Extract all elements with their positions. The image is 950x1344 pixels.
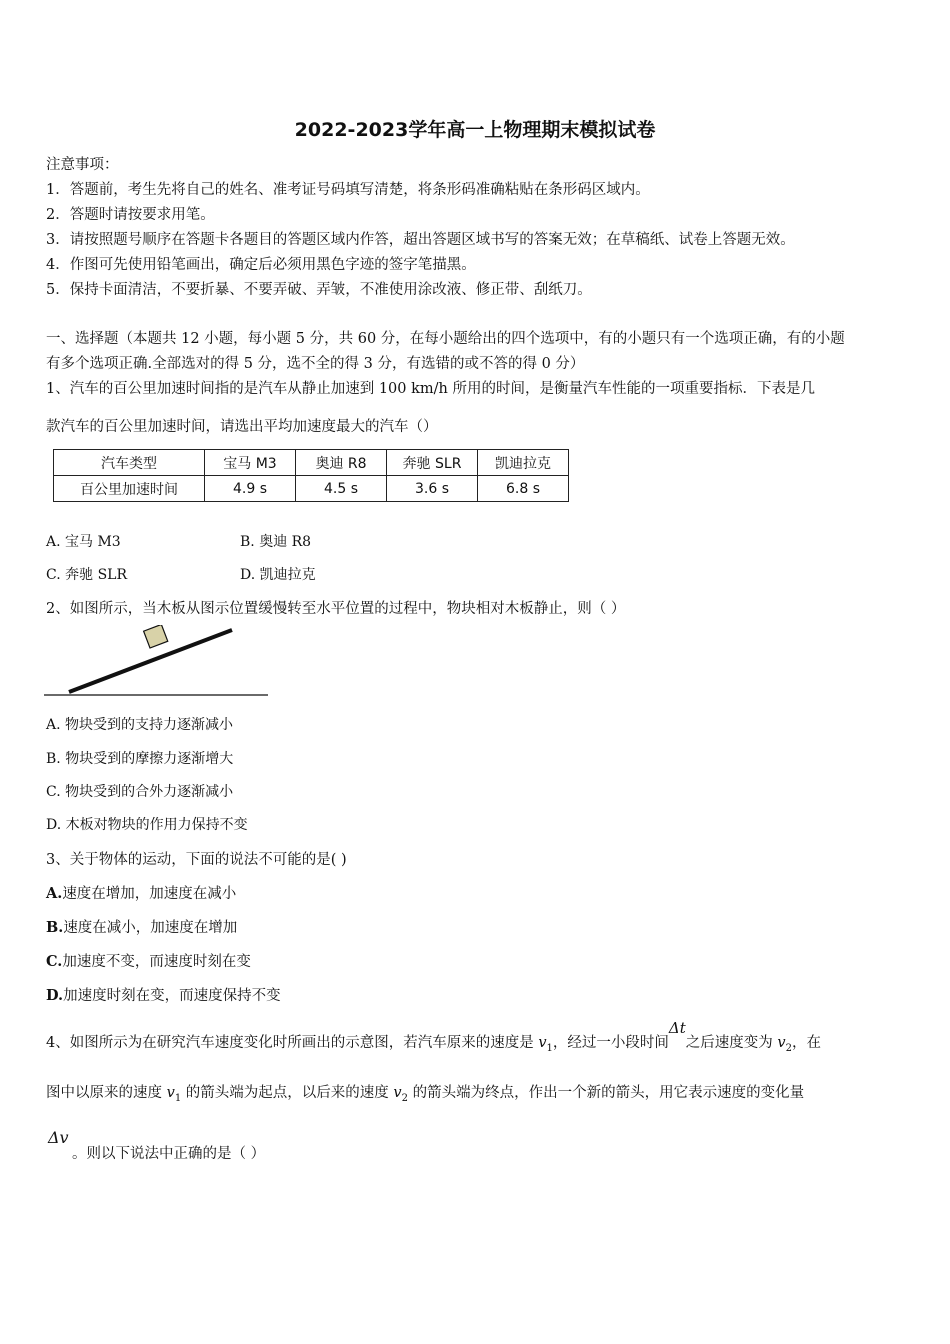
table-cell: 4.9 s [205, 476, 296, 502]
delta-v-symbol: Δv [48, 1128, 69, 1147]
notice-item-2: 2．答题时请按要求用笔。 [46, 207, 215, 223]
q2-option-c: C. 物块受到的合外力逐渐减小 [46, 784, 234, 800]
table-row-label: 百公里加速时间 [54, 476, 205, 502]
option-letter: A. [46, 885, 63, 902]
v2-symbol: v [393, 1085, 402, 1101]
option-letter: C. [46, 953, 63, 970]
q4-text: 的箭头端为终点，作出一个新的箭头，用它表示速度的变化量 [407, 1085, 805, 1101]
car-acceleration-table [53, 449, 569, 502]
q1-option-d: D. 凯迪拉克 [240, 567, 316, 583]
notice-item-4: 4．作图可先使用铅笔画出，确定后必须用黑色字迹的签字笔描黑。 [46, 257, 476, 273]
q1-stem-line2: 款汽车的百公里加速时间，请选出平均加速度最大的汽车（） [46, 419, 438, 435]
option-letter: D. [46, 987, 64, 1004]
q3-option-b [46, 916, 237, 937]
q1-stem-line1: 1、汽车的百公里加速时间指的是汽车从静止加速到 100 km/h 所用的时间，是衡量汽车性能的一项重要指标．下表是几 [46, 381, 815, 397]
section1-intro-line1: 一、选择题（本题共 12 小题，每小题 5 分，共 60 分，在每小题给出的四个选项中，有的小题只有一个选项正确，有的小题 [46, 331, 845, 347]
q1-option-a: A. 宝马 M3 [46, 534, 121, 550]
q3-option-d [46, 984, 281, 1005]
table-cell: 4.5 s [296, 476, 387, 502]
block [144, 625, 168, 648]
q3-option-a [46, 882, 236, 903]
q2-stem: 2、如图所示，当木板从图示位置缓慢转至水平位置的过程中，物块相对木板静止，则（ ） [46, 601, 626, 617]
v1-subscript: 1 [174, 1092, 182, 1104]
q4-stem-line2 [46, 1081, 804, 1104]
q3-option-c [46, 950, 251, 971]
v2-subscript: 2 [401, 1092, 408, 1104]
notice-item-1: 1．答题前，考生先将自己的姓名、准考证号码填写清楚，将条形码准确粘贴在条形码区域内。 [46, 182, 650, 198]
v1-subscript: 1 [546, 1042, 553, 1054]
table-row [54, 476, 569, 502]
v1-symbol: v [166, 1085, 175, 1101]
q1-option-b: B. 奥迪 R8 [240, 534, 312, 550]
q2-option-b: B. 物块受到的摩擦力逐渐增大 [46, 751, 234, 767]
q4-text: 的箭头端为起点，以后来的速度 [181, 1085, 394, 1101]
notice-item-5: 5．保持卡面清洁，不要折暴、不要弄破、弄皱，不准使用涂改液、修正带、刮纸刀。 [46, 282, 592, 298]
notice-item-3: 3．请按照题号顺序在答题卡各题目的答题区域内作答，超出答题区域书写的答案无效；在草稿纸、试卷上答题无效。 [46, 232, 795, 248]
q1-option-c: C. 奔驰 SLR [46, 567, 127, 583]
v2-subscript: 2 [785, 1042, 792, 1054]
option-text: 速度在增加，加速度在减小 [62, 886, 237, 902]
q3-stem: 3、关于物体的运动，下面的说法不可能的是( ) [46, 852, 347, 868]
delta-t-symbol: Δt [668, 1019, 686, 1037]
page-title: 2022-2023学年高一上物理期末模拟试卷 [294, 119, 656, 141]
option-text: 加速度时刻在变，而速度保持不变 [63, 988, 281, 1004]
q4-stem-line3: 。则以下说法中正确的是（ ） [72, 1146, 266, 1162]
table-header-label: 汽车类型 [54, 450, 205, 476]
table-cell: 6.8 s [478, 476, 569, 502]
q4-text: ，在 [791, 1035, 821, 1051]
option-text: 速度在减小，加速度在增加 [63, 920, 238, 936]
q4-stem-line1 [46, 1019, 821, 1054]
q4-text: 之后速度变为 [685, 1035, 778, 1051]
table-cell: 奥迪 R8 [296, 450, 387, 476]
table-cell: 3.6 s [387, 476, 478, 502]
table-cell: 凯迪拉克 [478, 450, 569, 476]
option-letter: B. [46, 919, 64, 936]
table-cell: 宝马 M3 [205, 450, 296, 476]
q4-text: 图中以原来的速度 [46, 1085, 167, 1101]
q2-option-a: A. 物块受到的支持力逐渐减小 [46, 717, 234, 733]
v1-symbol: v [538, 1035, 547, 1051]
section1-intro-line2: 有多个选项正确.全部选对的得 5 分，选不全的得 3 分，有选错的或不答的得 0 分） [46, 356, 585, 372]
q4-text: ，经过一小段时间 [552, 1035, 669, 1051]
option-text: 加速度不变，而速度时刻在变 [62, 954, 251, 970]
q2-option-d: D. 木板对物块的作用力保持不变 [46, 817, 248, 833]
q4-text: 4、如图所示为在研究汽车速度变化时所画出的示意图，若汽车原来的速度是 [46, 1035, 539, 1051]
notice-heading: 注意事项： [46, 157, 119, 173]
inclined-board-diagram [44, 625, 274, 700]
table-row [54, 450, 569, 476]
table-cell: 奔驰 SLR [387, 450, 478, 476]
v2-symbol: v [777, 1035, 786, 1051]
